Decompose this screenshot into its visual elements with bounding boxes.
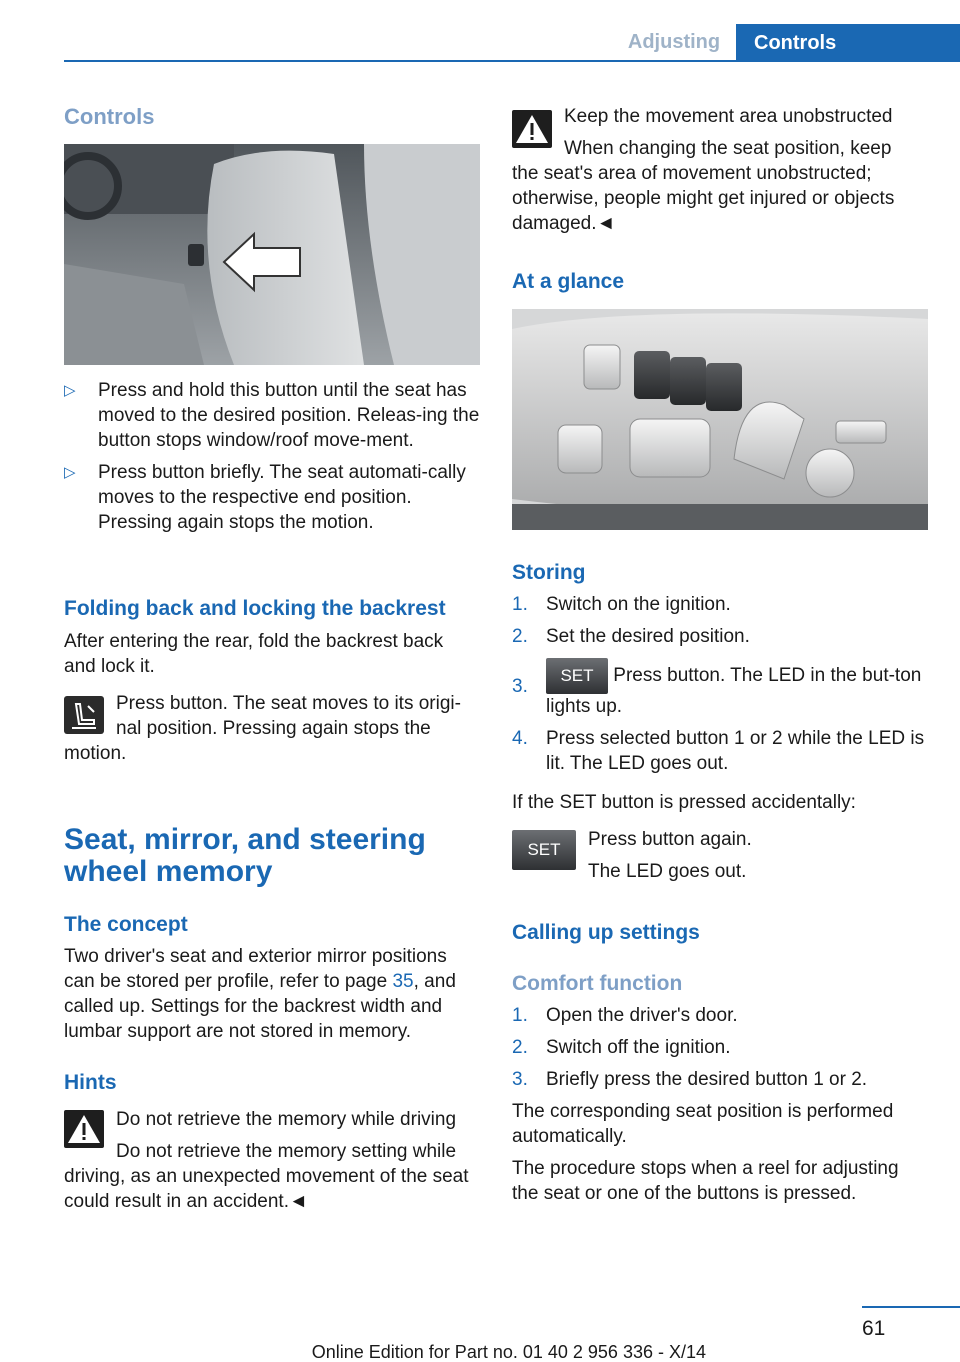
folding-text: After entering the rear, fold the backrest back and lock it. [64,631,444,677]
header-tab-controls[interactable]: Controls [736,24,960,62]
hint-text: Do not retrieve the memory setting while [116,1141,457,1162]
folding-heading: Folding back and locking the backrest [64,597,446,620]
list-item: 3. SET Press button. The LED in the but-ton lights up. [512,658,928,719]
header-tab-adjusting[interactable]: Adjusting [627,31,721,53]
warning-icon [64,1110,104,1153]
hint-title: Do not retrieve the memory while driving [116,1109,457,1130]
folding-icon-text-cont: motion. [64,743,127,764]
storing-heading: Storing [512,561,586,584]
list-item: 1. Open the driver's door. [512,1005,738,1026]
seat-backrest-icon [64,696,104,734]
set-button-icon: SET [512,830,576,870]
warning-title: Keep the movement area unobstructed [564,106,893,127]
glance-heading: At a glance [512,270,625,293]
page-number: 61 [862,1317,886,1340]
memory-heading: Seat, mirror, and steering wheel memory [64,823,426,888]
comfort-steps [512,1003,928,1092]
comfort-text: The procedure stops when a reel for adjusting the seat or one of the buttons is pressed. [512,1158,899,1204]
list-item: 3. Briefly press the desired button 1 or 2. [512,1069,868,1090]
hints-heading: Hints [64,1071,117,1094]
header-rule [64,60,960,62]
seat-memory-panel-photo [512,309,928,530]
triangle-bullet-icon: ▷ [64,464,76,481]
concept-heading: The concept [64,913,188,936]
controls-heading: Controls [64,104,155,129]
list-item: 2. Set the desired position. [512,626,750,647]
rear-seat-button-photo [64,144,480,365]
warning-icon [512,110,552,153]
list-item: 4. Press selected button 1 or 2 while the LED is lit. The LED goes out. [512,728,925,774]
edition-line: Online Edition for Part no. 01 40 2 956 336 - X/14 [311,1342,706,1362]
comfort-text: The corresponding seat position is performed automatically. [512,1101,894,1147]
list-item: ▷ Press and hold this button until the seat has moved to the desired position. Releas-ing the button stops window/roof move-ment. [64,380,480,451]
calling-heading: Calling up settings [512,921,700,944]
again-text: Press button again. [588,829,752,850]
footer-rule [862,1306,960,1308]
hint-text-cont: driving, as an unexpected movement of the seat could result in an accident.◄ [64,1166,469,1212]
storing-steps [512,592,928,776]
list-item: 2. Switch off the ignition. [512,1037,731,1058]
accidental-text: If the SET button is pressed accidentally: [512,792,856,813]
triangle-bullet-icon: ▷ [64,382,76,399]
warning-text: When changing the seat position, keep [564,138,892,159]
concept-text: Two driver's seat and exterior mirror positions can be stored per profile, refer to page 35, and called up. Settings for the backrest width and lumbar support are not stored in memory. [64,946,456,1042]
set-button-icon: SET [546,658,608,694]
list-item: 1. Switch on the ignition. [512,594,731,615]
led-out-text: The LED goes out. [588,861,747,882]
controls-bullets [64,378,480,535]
warning-text-cont: the seat's area of movement unobstructed; otherwise, people might get injured or objects damaged.◄ [512,163,895,234]
folding-icon-text: Press button. The seat moves to its origi-nal position. Pressing again stops the [116,693,461,739]
comfort-heading: Comfort function [512,972,683,995]
list-item: ▷ Press button briefly. The seat automati-cally moves to the respective end position. Pressing again stops the motion. [64,462,466,533]
page-link[interactable]: 35 [392,971,414,992]
